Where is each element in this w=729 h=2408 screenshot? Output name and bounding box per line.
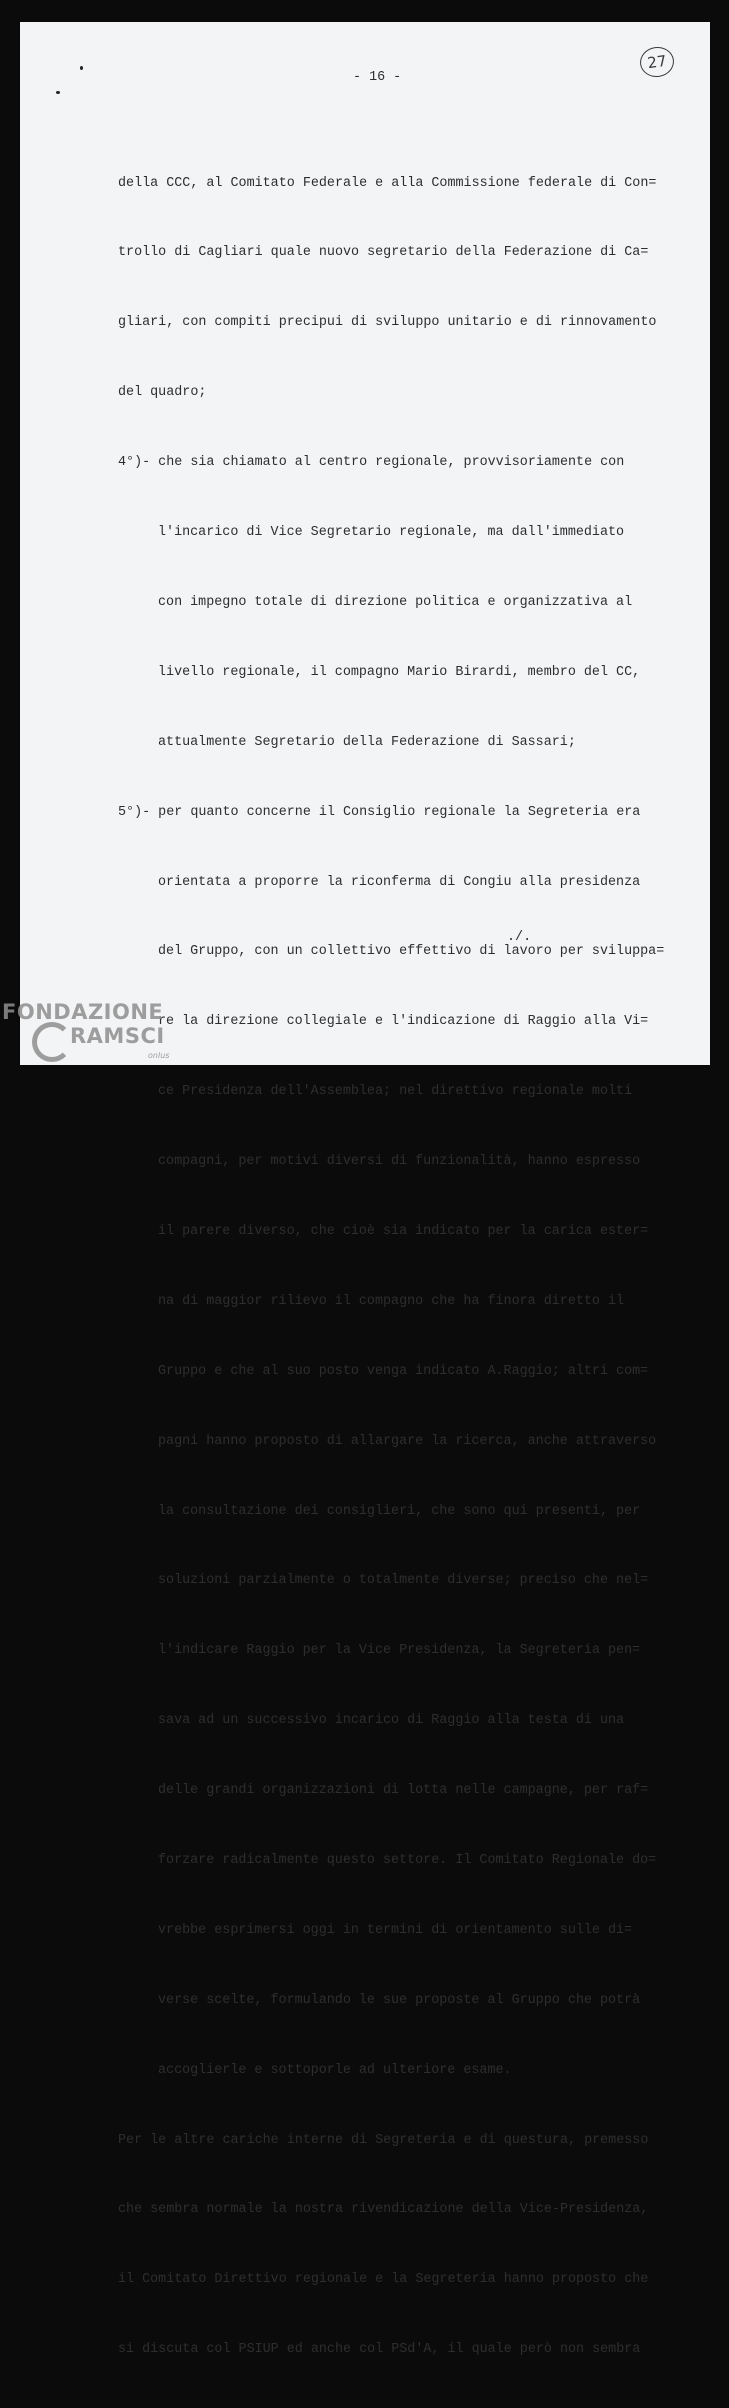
archive-number: 27 (646, 51, 668, 73)
text-line: l'indicare Raggio per la Vice Presidenza, la Segreteria pen= (158, 1643, 641, 1659)
text-line: della CCC, al Comitato Federale e alla Commissione federale di Con= (118, 175, 657, 191)
archive-number-circle (638, 45, 676, 79)
text-line: livello regionale, il compagno Mario Birardi, membro del CC, (158, 664, 641, 680)
text-line: si discuta col PSIUP ed anche col PSd'A, il quale però non sembra (118, 2342, 641, 2358)
text-line: compagni, per motivi diversi di funzionalità, hanno espresso (158, 1154, 641, 1170)
text-line: del Gruppo, con un collettivo effettivo di lavoro per sviluppa= (158, 944, 665, 960)
text-line: la consultazione dei consiglieri, che sono qui presenti, per (158, 1503, 641, 1519)
text-line: Gruppo e che al suo posto venga indicato A.Raggio; altri com= (158, 1363, 649, 1379)
text-line: forzare radicalmente questo settore. Il Comitato Regionale do= (158, 1852, 657, 1868)
fondazione-gramsci-watermark (2, 1000, 202, 1080)
ink-speck (56, 91, 60, 94)
text-line: attualmente Segretario della Federazione di Sassari; (158, 734, 576, 750)
list-item-4-line: 4°)- che sia chiamato al centro regionale, provvisoriamente con (118, 455, 625, 471)
text-line: trollo di Cagliari quale nuovo segretario della Federazione di Ca= (118, 245, 649, 261)
watermark-line2: RAMSCI (70, 1024, 165, 1048)
document-page (20, 22, 710, 2358)
text-line: gliari, con compiti precipui di sviluppo unitario e di rinnovamento (118, 315, 657, 331)
text-line: l'incarico di Vice Segretario regionale, ma dall'immediato (158, 525, 625, 541)
text-line: vrebbe esprimersi oggi in termini di orientamento sulle di= (158, 1922, 633, 1938)
text-line: ce Presidenza dell'Assemblea; nel direttivo regionale molti (158, 1084, 633, 1100)
text-line: del quadro; (118, 385, 207, 401)
watermark-line1: FONDAZIONE (2, 1000, 164, 1024)
text-line: orientata a proporre la riconferma di Congiu alla presidenza (158, 874, 641, 890)
text-line: con impegno totale di direzione politica e organizzativa al (158, 594, 633, 610)
text-line: che sembra normale la nostra rivendicazione della Vice-Presidenza, (118, 2202, 649, 2218)
text-line: na di maggior rilievo il compagno che ha finora diretto il (158, 1293, 625, 1309)
continuation-mark: ./. (507, 930, 532, 945)
text-line: soluzioni parzialmente o totalmente diverse; preciso che nel= (158, 1573, 649, 1589)
text-line: accoglierle e sottoporle ad ulteriore esame. (158, 2062, 512, 2078)
body-text (118, 125, 678, 2408)
text-line: verse scelte, formulando le sue proposte al Gruppo che potrà (158, 1992, 641, 2008)
text-line: pagni hanno proposto di allargare la ricerca, anche attraverso (158, 1433, 657, 1449)
text-line: il parere diverso, che cioè sia indicato per la carica ester= (158, 1223, 649, 1239)
text-line: Per le altre cariche interne di Segreteria e di questura, premesso (118, 2132, 649, 2148)
ink-speck (80, 66, 83, 70)
text-line: delle grandi organizzazioni di lotta nelle campagne, per raf= (158, 1783, 649, 1799)
text-line: sava ad un successivo incarico di Raggio alla testa di una (158, 1713, 625, 1729)
text-line: re la direzione collegiale e l'indicazione di Raggio alla Vi= (158, 1014, 649, 1030)
watermark-g-logo-icon (32, 1022, 72, 1062)
page-number: - 16 - (353, 70, 402, 85)
text-line: il Comitato Direttivo regionale e la Segreteria hanno proposto che (118, 2272, 649, 2288)
watermark-suffix: onlus (148, 1051, 170, 1060)
list-item-5-line: 5°)- per quanto concerne il Consiglio regionale la Segreteria era (118, 804, 641, 820)
